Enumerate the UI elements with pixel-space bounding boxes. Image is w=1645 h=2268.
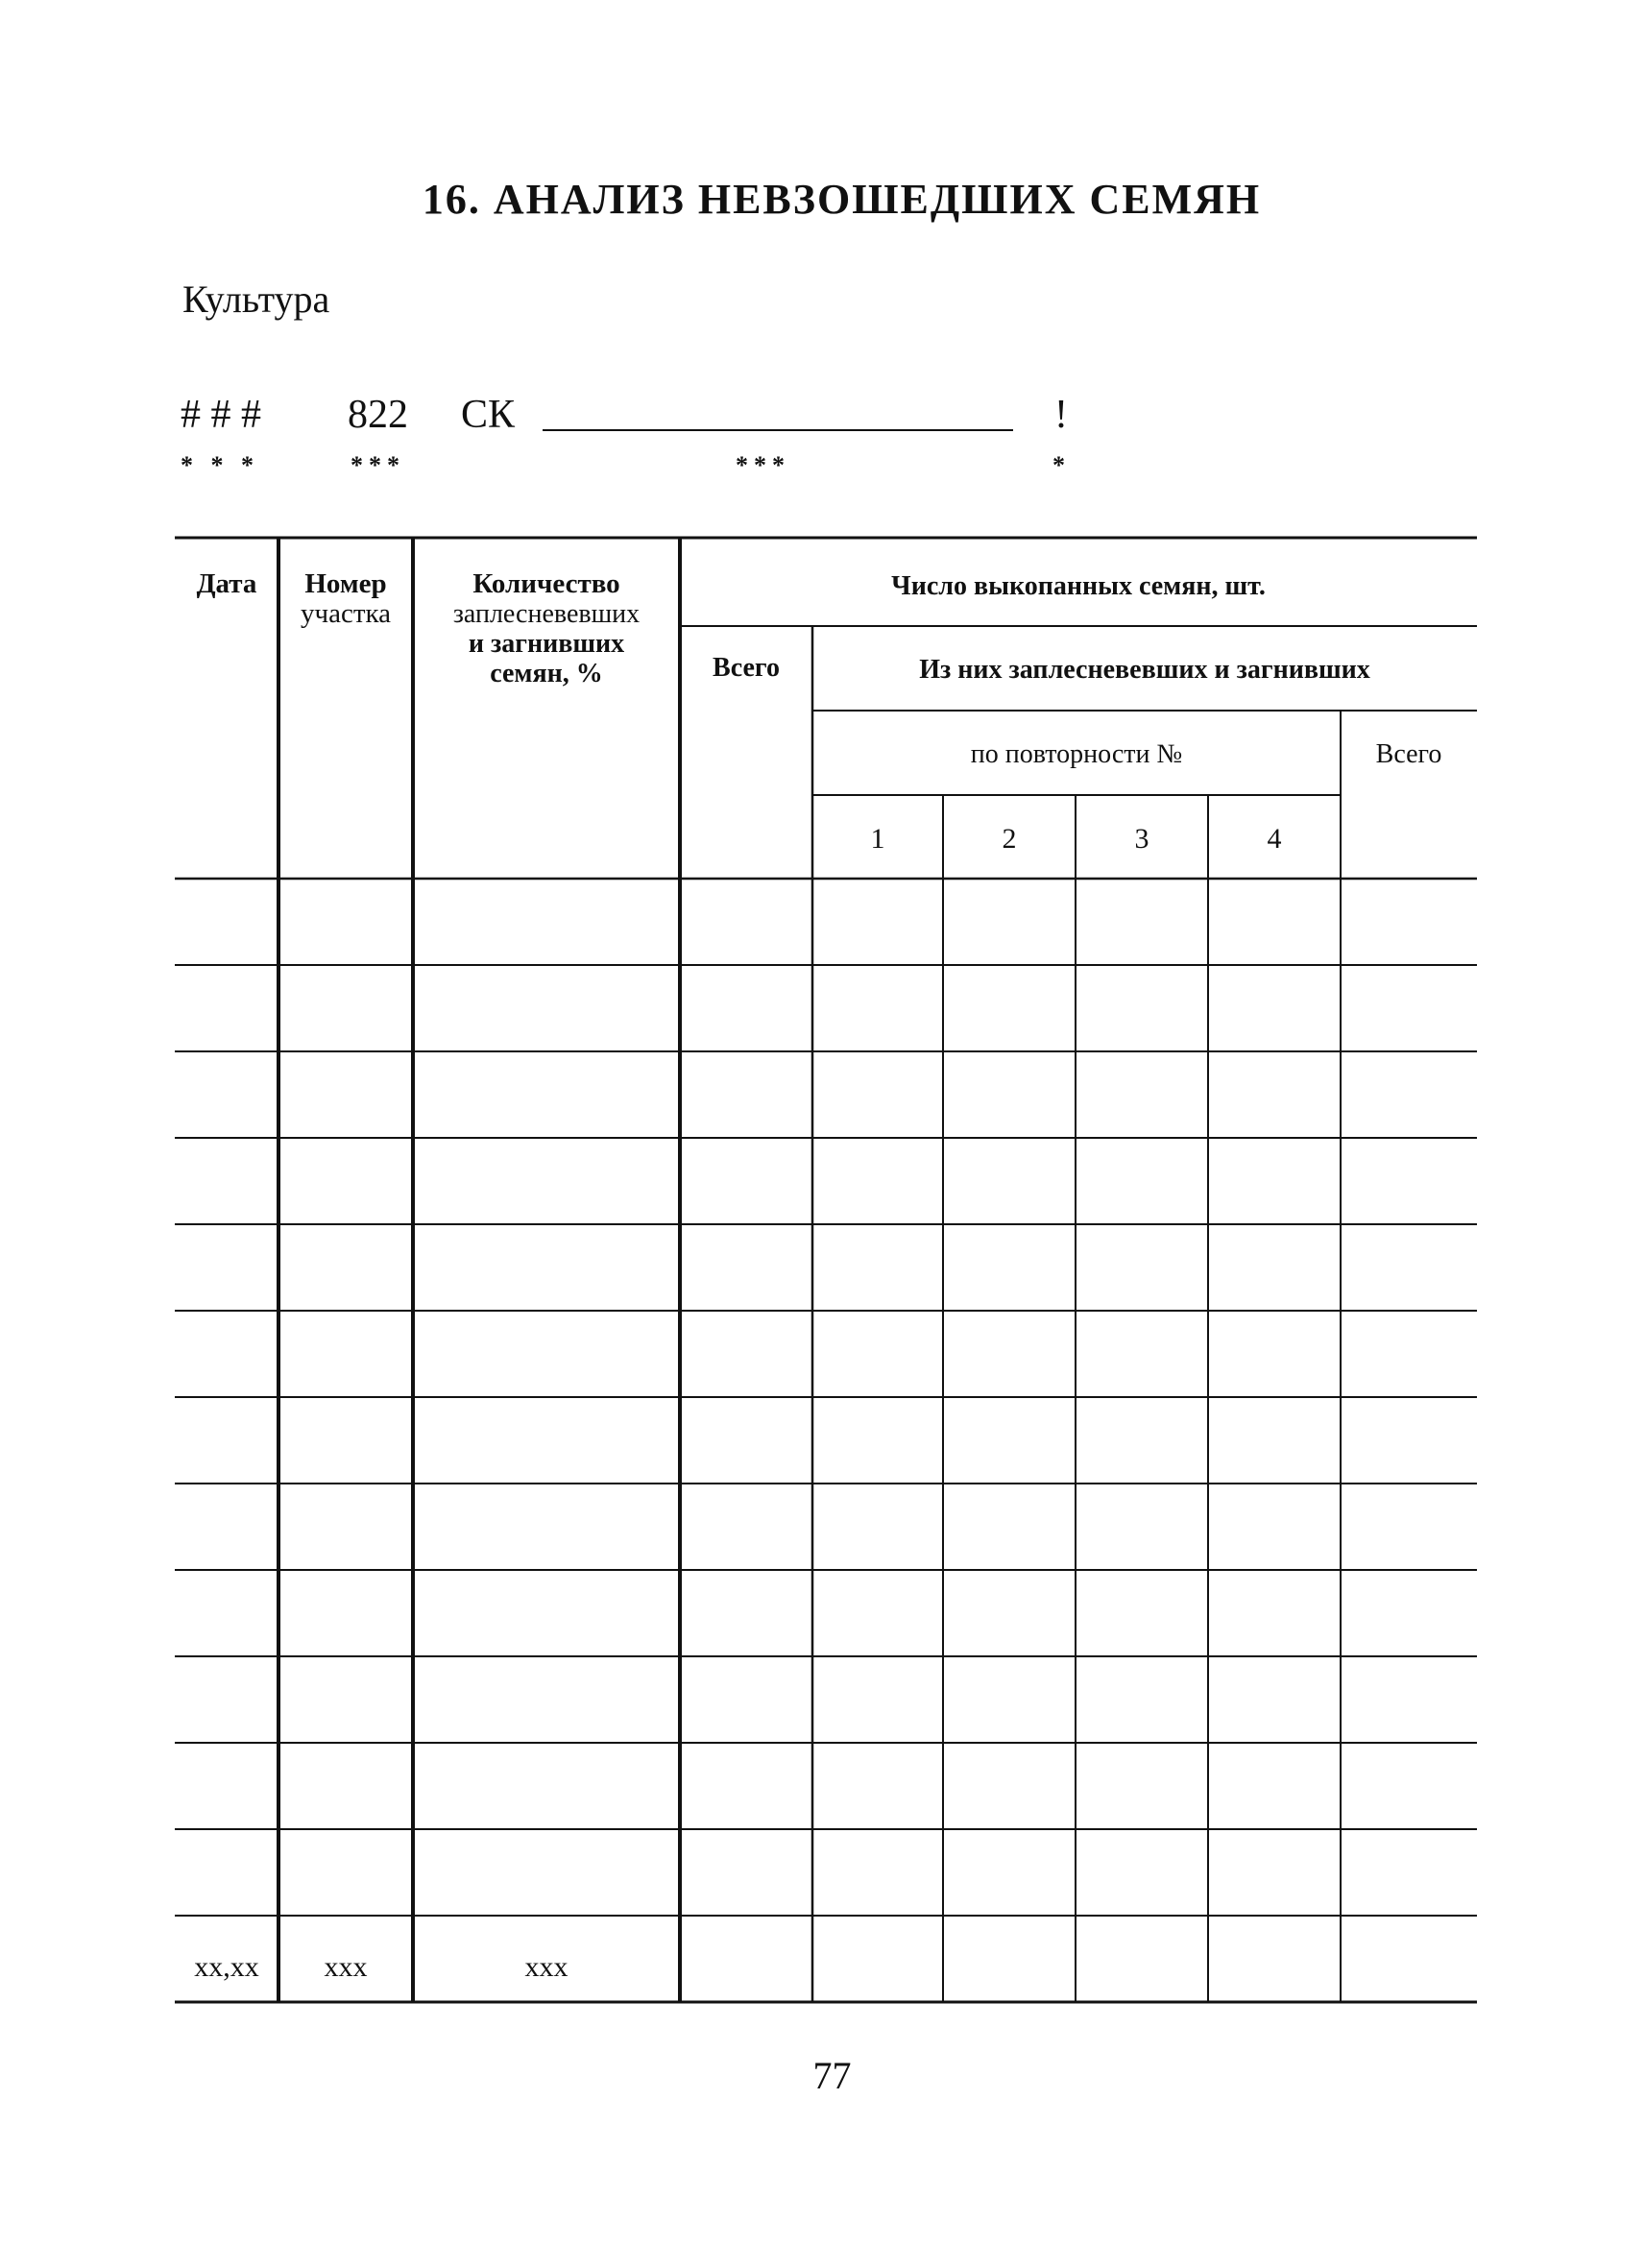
stars-a: * * * xyxy=(181,451,259,479)
header-moldy-line4: семян, % xyxy=(490,659,603,688)
header-rep-2: 2 xyxy=(1002,823,1017,855)
header-date: Дата xyxy=(196,568,257,599)
code-letters: СК xyxy=(461,393,516,437)
page-title: 16. АНАЛИЗ НЕВЗОШЕДШИХ СЕМЯН xyxy=(422,176,1262,223)
hash-marks: # # # xyxy=(181,393,261,437)
header-moldy-line1: Количество xyxy=(472,568,620,599)
code-number: 822 xyxy=(348,393,408,437)
culture-label: Культура xyxy=(182,277,330,321)
stars-b: *** xyxy=(351,451,405,479)
page-number: 77 xyxy=(812,2054,852,2097)
header-plot-line1: Номер xyxy=(304,568,387,599)
last-row-date: xx,xx xyxy=(194,1951,259,1983)
header-dug-seeds: Число выкопанных семян, шт. xyxy=(891,571,1266,601)
header-by-repetition: по повторности № xyxy=(970,739,1183,769)
exclamation-mark: ! xyxy=(1054,393,1068,437)
header-moldy-line2: заплесневевших xyxy=(452,599,641,629)
header-moldy-line3: и загнивших xyxy=(468,629,625,659)
header-rep-4: 4 xyxy=(1267,823,1282,855)
header-total: Всего xyxy=(713,653,780,683)
stars-c: *** xyxy=(736,451,790,479)
header-of-them: Из них заплесневевших и загнивших xyxy=(919,655,1370,685)
last-row-plot: xxx xyxy=(324,1951,368,1983)
header-rep-3: 3 xyxy=(1134,823,1149,855)
stars-d: * xyxy=(1052,451,1071,479)
last-row-moldy: xxx xyxy=(524,1951,568,1983)
header-plot-line2: участка xyxy=(300,598,392,629)
header-total-2: Всего xyxy=(1375,739,1442,769)
header-rep-1: 1 xyxy=(870,823,885,855)
